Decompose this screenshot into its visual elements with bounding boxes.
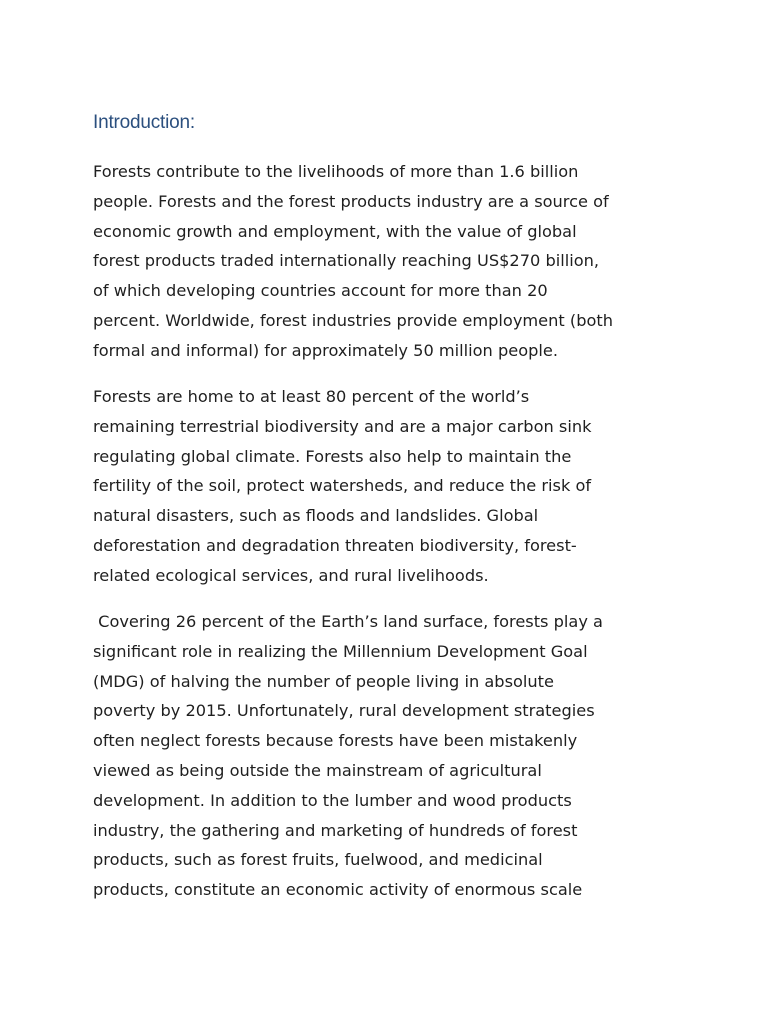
paragraph-1 bbox=[93, 157, 693, 366]
text-line: significant role in realizing the Millennium Development Goal bbox=[93, 641, 588, 661]
text-line: formal and informal) for approximately 50 million people. bbox=[93, 340, 558, 360]
text-line: often neglect forests because forests have been mistakenly bbox=[93, 731, 578, 751]
paragraph-2 bbox=[93, 382, 693, 591]
text-line: industry, the gathering and marketing of hundreds of forest bbox=[93, 820, 578, 840]
text-line: people. Forests and the forest products industry are a source of bbox=[93, 191, 609, 211]
text-line: natural disasters, such as floods and landslides. Global bbox=[93, 506, 539, 526]
text-line: related ecological services, and rural livelihoods. bbox=[93, 565, 489, 585]
text-line: forest products traded internationally reaching US$270 billion, bbox=[93, 251, 600, 271]
text-line: Covering 26 percent of the Earth’s land surface, forests play a bbox=[93, 612, 603, 631]
text-line: Forests are home to at least 80 percent of the world’s bbox=[93, 387, 530, 406]
text-line: of which developing countries account for more than 20 bbox=[93, 281, 548, 301]
text-line: deforestation and degradation threaten biodiversity, forest- bbox=[93, 535, 577, 555]
paragraph-text bbox=[93, 607, 693, 905]
text-line: regulating global climate. Forests also help to maintain the bbox=[93, 446, 572, 466]
text-line: development. In addition to the lumber and wood products bbox=[93, 790, 572, 810]
text-line: Forests contribute to the livelihoods of more than 1.6 billion bbox=[93, 162, 579, 181]
paragraph-text bbox=[93, 382, 693, 591]
text-line: fertility of the soil, protect watersheds, and reduce the risk of bbox=[93, 476, 592, 496]
text-line: poverty by 2015. Unfortunately, rural development strategies bbox=[93, 701, 595, 721]
paragraph-text bbox=[93, 157, 693, 366]
text-line: (MDG) of halving the number of people living in absolute bbox=[93, 671, 554, 691]
text-line: economic growth and employment, with the value of global bbox=[93, 221, 577, 241]
text-line: remaining terrestrial biodiversity and are a major carbon sink bbox=[93, 416, 592, 436]
text-line: products, constitute an economic activity of enormous scale bbox=[93, 880, 583, 900]
text-line: viewed as being outside the mainstream of agricultural bbox=[93, 760, 542, 780]
paragraph-3 bbox=[93, 607, 693, 905]
text-line: percent. Worldwide, forest industries provide employment (both bbox=[93, 310, 613, 330]
section-heading: Introduction: bbox=[93, 112, 195, 133]
text-line: products, such as forest fruits, fuelwood, and medicinal bbox=[93, 850, 543, 870]
